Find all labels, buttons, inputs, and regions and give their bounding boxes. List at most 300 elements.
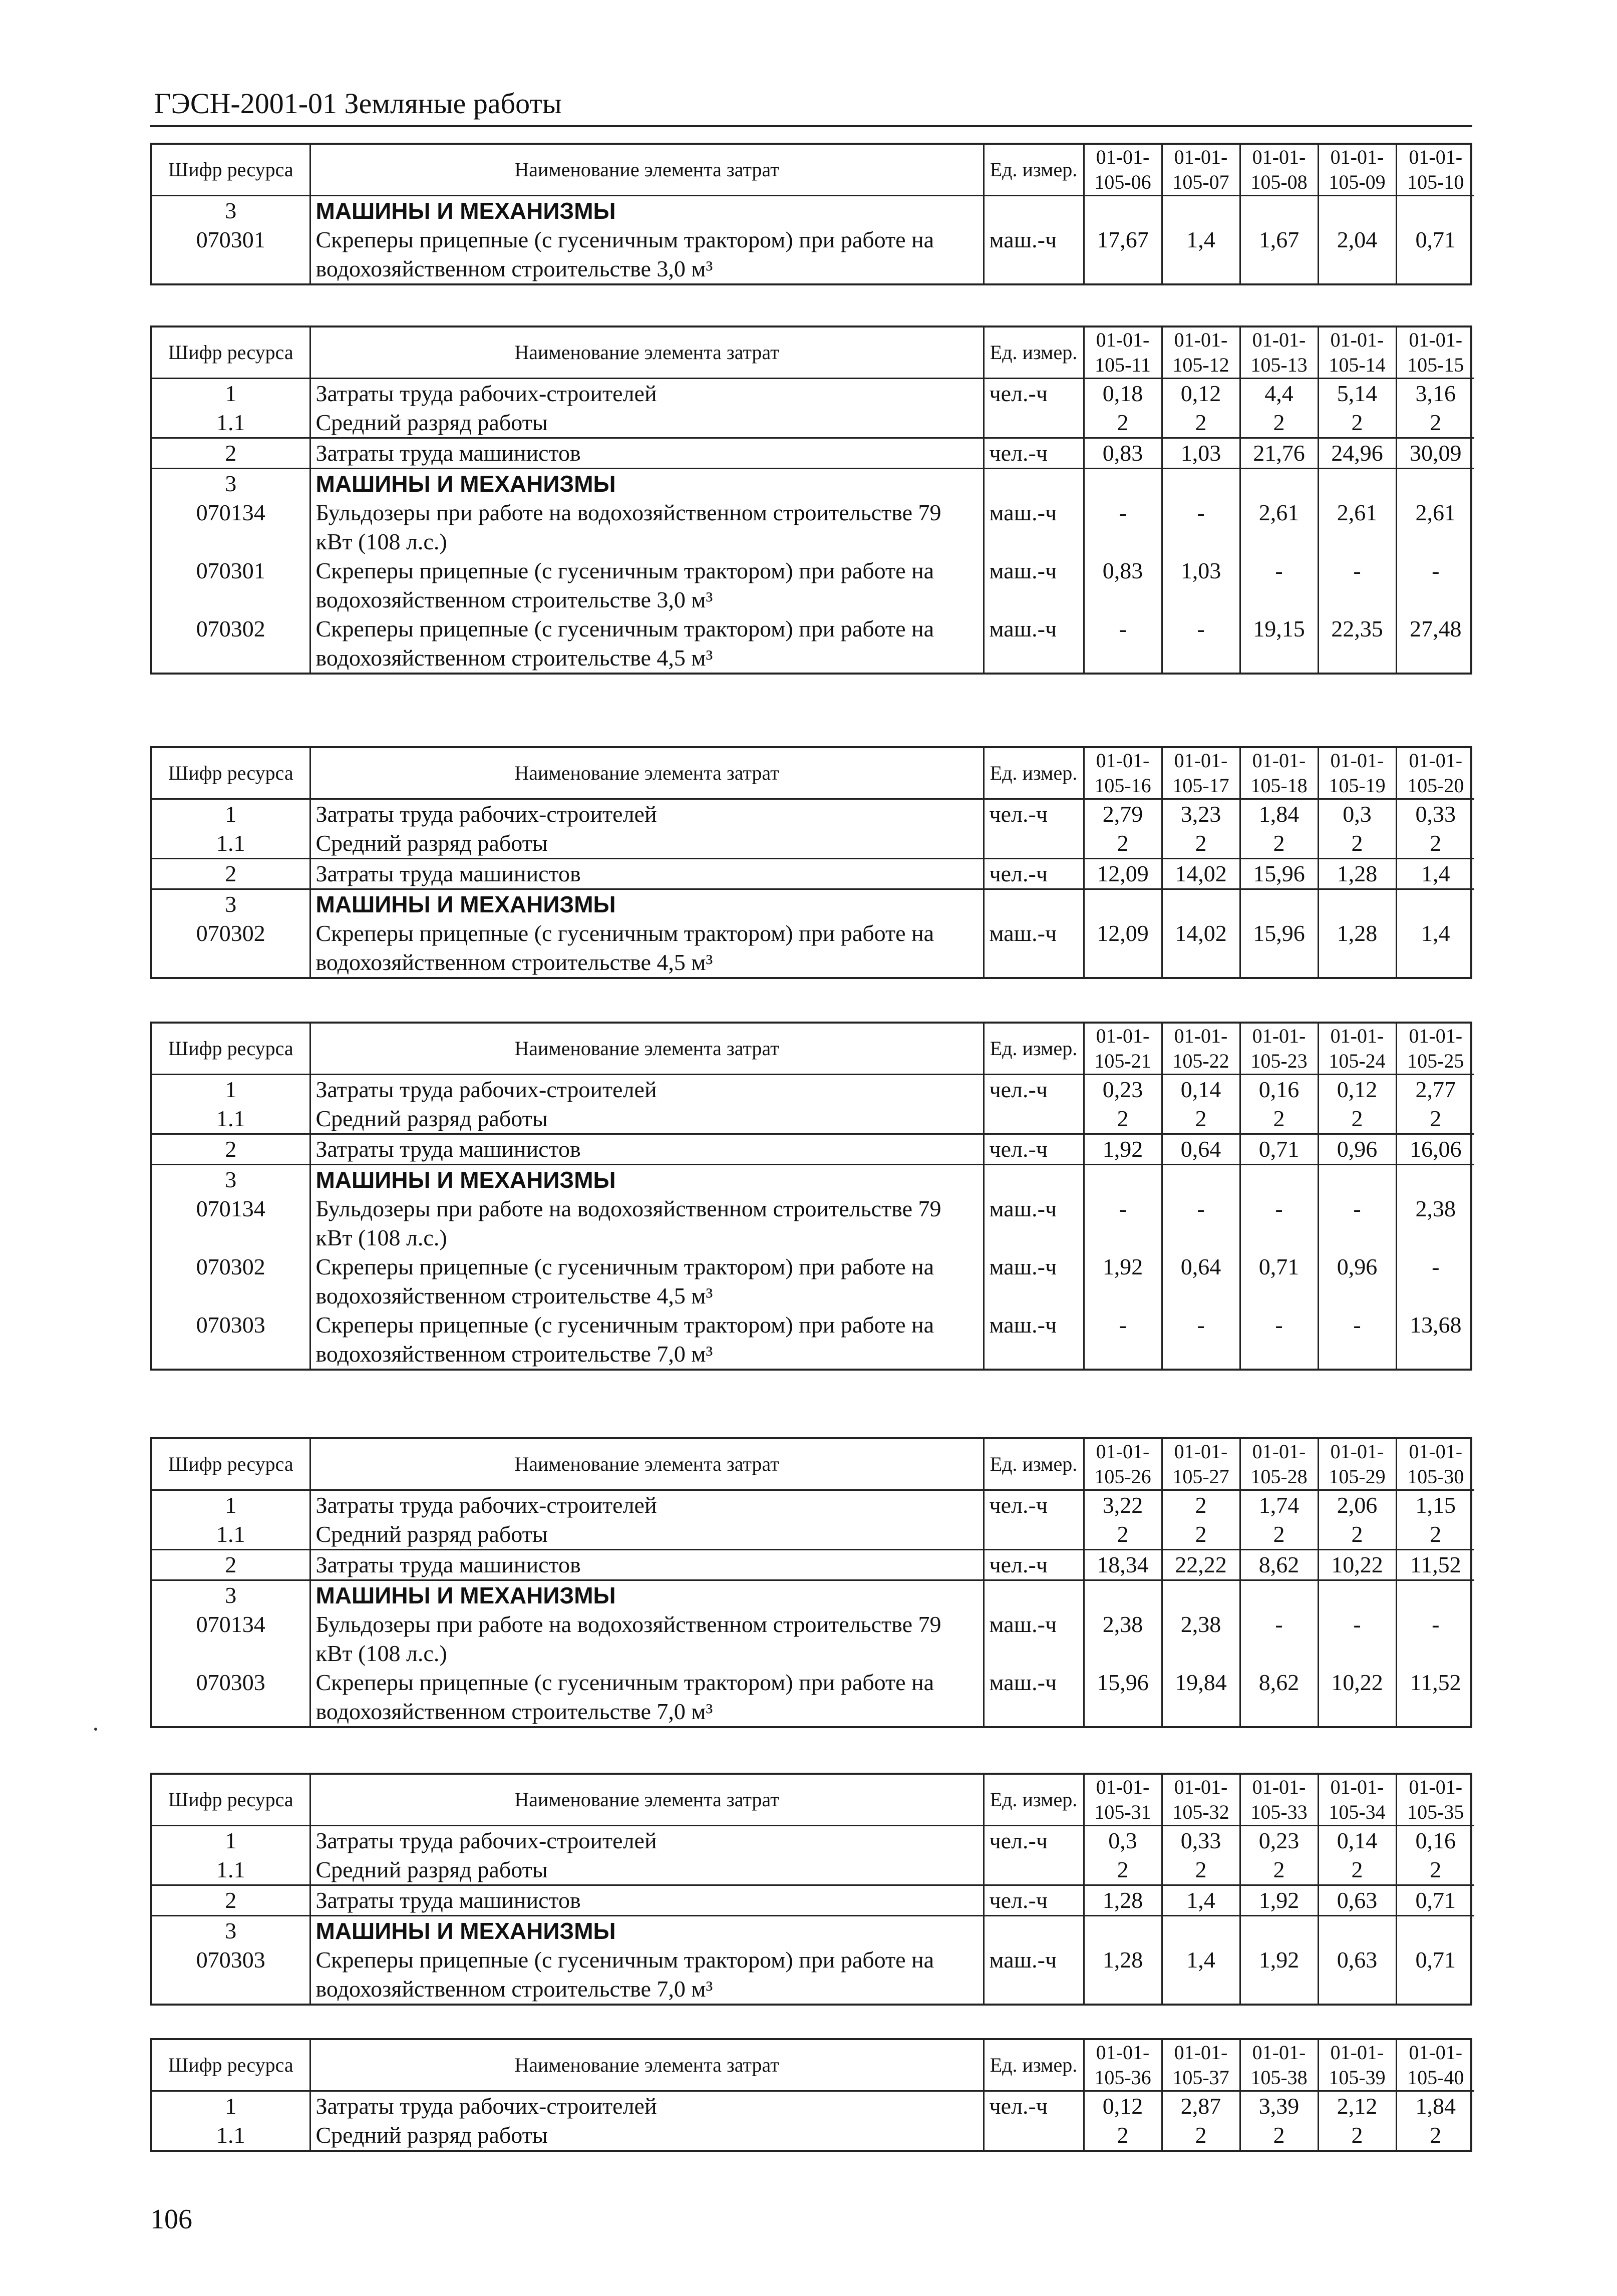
- header-norm-code: 01-01- 105-34: [1318, 1775, 1396, 1826]
- resource-code: 3: [225, 198, 237, 223]
- resource-code: 070302: [196, 1254, 265, 1279]
- cost-value: 2: [1318, 1520, 1396, 1550]
- cost-value: 16,06: [1396, 1134, 1474, 1165]
- cost-value: [1396, 1916, 1474, 1946]
- cost-value: 1,03: [1162, 438, 1240, 469]
- cost-element-name: Затраты труда рабочих-строителей: [310, 1490, 984, 1520]
- cost-value: 2: [1084, 2121, 1162, 2150]
- cost-value: 1,4: [1396, 859, 1474, 889]
- cost-value: [1240, 1165, 1318, 1195]
- cost-value: 1,03: [1162, 556, 1240, 614]
- header-code: Шифр ресурса: [152, 748, 310, 799]
- header-norm-code: 01-01- 105-14: [1318, 327, 1396, 379]
- cost-value: -: [1084, 614, 1162, 673]
- table-header-row: [152, 748, 1474, 799]
- header-unit: Ед. измер.: [984, 1775, 1084, 1826]
- cost-value: 3,22: [1084, 1490, 1162, 1520]
- table-row: [152, 799, 1474, 829]
- cost-value: 2: [1162, 1520, 1240, 1550]
- cost-element-name: Бульдозеры при работе на водохозяйственном строительстве 79 кВт (108 л.с.): [310, 498, 984, 556]
- header-unit: Ед. измер.: [984, 2040, 1084, 2091]
- cost-value: 10,22: [1318, 1668, 1396, 1726]
- header-unit: Ед. измер.: [984, 748, 1084, 799]
- table-row: [152, 498, 1474, 556]
- cost-value: -: [1240, 556, 1318, 614]
- resource-code: 1.1: [152, 1855, 310, 1885]
- cost-value: 2: [1396, 1520, 1474, 1550]
- resource-table-grid: [152, 145, 1474, 283]
- cost-value: 8,62: [1240, 1550, 1318, 1580]
- cost-value: 0,23: [1240, 1826, 1318, 1856]
- header-norm-code: 01-01- 105-11: [1084, 327, 1162, 379]
- table-row: [152, 556, 1474, 614]
- section-row: [152, 469, 1474, 499]
- resource-code: 070303: [196, 1947, 265, 1973]
- cost-value: 15,96: [1084, 1668, 1162, 1726]
- header-norm-code: 01-01- 105-20: [1396, 748, 1474, 799]
- section-title: МАШИНЫ И МЕХАНИЗМЫ: [310, 889, 984, 919]
- unit-of-measure: чел.-ч: [984, 1490, 1084, 1520]
- cost-element-name: Скреперы прицепные (с гусеничным трактором) при работе на водохозяйственном строительстве 3,0 м³: [310, 556, 984, 614]
- cost-value: 30,09: [1396, 438, 1474, 469]
- cost-value: 0,3: [1084, 1826, 1162, 1856]
- unit-of-measure: маш.-ч: [984, 498, 1084, 556]
- cost-value: -: [1318, 1610, 1396, 1668]
- cost-value: [1084, 1165, 1162, 1195]
- cost-value: 2: [1162, 829, 1240, 859]
- cost-value: 2: [1396, 1855, 1474, 1885]
- table-row: [152, 2091, 1474, 2121]
- cost-value: 15,96: [1240, 919, 1318, 977]
- cost-element-name: Средний разряд работы: [310, 1520, 984, 1550]
- cost-value: [1396, 1165, 1474, 1195]
- cost-value: 0,71: [1396, 1885, 1474, 1916]
- cost-value: 2: [1240, 1520, 1318, 1550]
- resource-code: 070303: [196, 1312, 265, 1338]
- cost-element-name: Бульдозеры при работе на водохозяйственном строительстве 79 кВт (108 л.с.): [310, 1610, 984, 1668]
- header-norm-code: 01-01- 105-36: [1084, 2040, 1162, 2091]
- cost-element-name: Затраты труда машинистов: [310, 1885, 984, 1916]
- cost-value: 1,28: [1084, 1945, 1162, 2004]
- cost-element-name: Средний разряд работы: [310, 829, 984, 859]
- header-norm-code: 01-01- 105-19: [1318, 748, 1396, 799]
- section-row: [152, 196, 1474, 226]
- cost-element-name: Скреперы прицепные (с гусеничным трактором) при работе на водохозяйственном строительстве 3,0 м³: [310, 225, 984, 283]
- unit-of-measure: маш.-ч: [984, 225, 1084, 283]
- resource-code: 1: [225, 381, 237, 406]
- cost-element-name: Средний разряд работы: [310, 408, 984, 438]
- cost-value: 2: [1084, 1520, 1162, 1550]
- cost-element-name: Средний разряд работы: [310, 2121, 984, 2150]
- header-code: Шифр ресурса: [152, 1439, 310, 1490]
- cost-value: 14,02: [1162, 919, 1240, 977]
- cost-value: 2,04: [1318, 225, 1396, 283]
- cost-value: [1162, 469, 1240, 499]
- resource-code: 070302: [196, 920, 265, 946]
- cost-value: 1,4: [1396, 919, 1474, 977]
- header-code: Шифр ресурса: [152, 1775, 310, 1826]
- cost-value: [1084, 1916, 1162, 1946]
- cost-value: [1240, 1580, 1318, 1610]
- cost-value: 17,67: [1084, 225, 1162, 283]
- cost-value: 1,28: [1318, 859, 1396, 889]
- unit-of-measure: [984, 1916, 1084, 1946]
- section-row: [152, 1580, 1474, 1610]
- cost-value: 22,22: [1162, 1550, 1240, 1580]
- cost-value: 0,18: [1084, 379, 1162, 409]
- header-norm-code: 01-01- 105-40: [1396, 2040, 1474, 2091]
- header-norm-code: 01-01- 105-29: [1318, 1439, 1396, 1490]
- cost-value: 1,74: [1240, 1490, 1318, 1520]
- cost-value: -: [1084, 1194, 1162, 1252]
- cost-value: 0,63: [1318, 1945, 1396, 2004]
- unit-of-measure: [984, 829, 1084, 859]
- cost-value: 18,34: [1084, 1550, 1162, 1580]
- header-unit: Ед. измер.: [984, 327, 1084, 379]
- header-norm-code: 01-01- 105-21: [1084, 1024, 1162, 1075]
- scan-speck: [94, 1728, 97, 1731]
- resource-code: 1: [225, 801, 237, 827]
- header-norm-code: 01-01- 105-31: [1084, 1775, 1162, 1826]
- cost-value: [1318, 1580, 1396, 1610]
- cost-value: 3,16: [1396, 379, 1474, 409]
- cost-element-name: Средний разряд работы: [310, 1104, 984, 1134]
- cost-value: 2: [1318, 1855, 1396, 1885]
- cost-value: [1318, 1916, 1396, 1946]
- cost-value: 0,14: [1318, 1826, 1396, 1856]
- unit-of-measure: чел.-ч: [984, 1826, 1084, 1856]
- cost-value: 2: [1162, 1490, 1240, 1520]
- table-header-row: [152, 2040, 1474, 2091]
- resource-code: 1.1: [152, 1520, 310, 1550]
- unit-of-measure: чел.-ч: [984, 859, 1084, 889]
- cost-value: 0,63: [1318, 1885, 1396, 1916]
- cost-value: 0,64: [1162, 1252, 1240, 1310]
- cost-value: 5,14: [1318, 379, 1396, 409]
- cost-value: 4,4: [1240, 379, 1318, 409]
- header-norm-code: 01-01- 105-27: [1162, 1439, 1240, 1490]
- resource-table-1: [150, 143, 1472, 285]
- cost-value: 2: [1396, 829, 1474, 859]
- unit-of-measure: маш.-ч: [984, 1668, 1084, 1726]
- resource-code: 1: [225, 1077, 237, 1102]
- cost-value: 10,22: [1318, 1550, 1396, 1580]
- section-title: МАШИНЫ И МЕХАНИЗМЫ: [310, 196, 984, 226]
- cost-value: 13,68: [1396, 1310, 1474, 1369]
- header-norm-code: 01-01- 105-09: [1318, 145, 1396, 196]
- table-row: [152, 829, 1474, 859]
- cost-value: 0,16: [1396, 1826, 1474, 1856]
- header-name: Наименование элемента затрат: [310, 1439, 984, 1490]
- unit-of-measure: [984, 2121, 1084, 2150]
- cost-value: 1,84: [1396, 2091, 1474, 2121]
- unit-of-measure: маш.-ч: [984, 556, 1084, 614]
- cost-value: -: [1084, 498, 1162, 556]
- resource-code: 2: [152, 1550, 310, 1580]
- cost-value: 0,12: [1084, 2091, 1162, 2121]
- cost-value: [1396, 1580, 1474, 1610]
- unit-of-measure: чел.-ч: [984, 379, 1084, 409]
- unit-of-measure: чел.-ч: [984, 1134, 1084, 1165]
- cost-value: 0,83: [1084, 438, 1162, 469]
- cost-element-name: Скреперы прицепные (с гусеничным трактором) при работе на водохозяйственном строительстве 7,0 м³: [310, 1668, 984, 1726]
- header-norm-code: 01-01- 105-18: [1240, 748, 1318, 799]
- cost-value: 0,96: [1318, 1134, 1396, 1165]
- resource-code: 3: [225, 891, 237, 917]
- cost-value: 2: [1396, 408, 1474, 438]
- cost-element-name: Средний разряд работы: [310, 1855, 984, 1885]
- unit-of-measure: маш.-ч: [984, 1610, 1084, 1668]
- cost-value: [1162, 1580, 1240, 1610]
- unit-of-measure: [984, 1520, 1084, 1550]
- table-row: [152, 1134, 1474, 1165]
- table-row: [152, 1520, 1474, 1550]
- resource-table-grid: [152, 1775, 1474, 2004]
- section-row: [152, 1916, 1474, 1946]
- header-code: Шифр ресурса: [152, 1024, 310, 1075]
- unit-of-measure: [984, 889, 1084, 919]
- table-row: [152, 1075, 1474, 1105]
- cost-value: 1,4: [1162, 1945, 1240, 2004]
- page-number: 106: [150, 2204, 192, 2235]
- cost-value: 0,96: [1318, 1252, 1396, 1310]
- unit-of-measure: маш.-ч: [984, 1194, 1084, 1252]
- header-norm-code: 01-01- 105-28: [1240, 1439, 1318, 1490]
- table-header-row: [152, 1775, 1474, 1826]
- cost-element-name: Скреперы прицепные (с гусеничным трактором) при работе на водохозяйственном строительстве 4,5 м³: [310, 1252, 984, 1310]
- cost-value: 0,71: [1240, 1252, 1318, 1310]
- header-unit: Ед. измер.: [984, 145, 1084, 196]
- unit-of-measure: [984, 1580, 1084, 1610]
- cost-value: 2,38: [1396, 1194, 1474, 1252]
- cost-value: -: [1162, 1310, 1240, 1369]
- cost-value: 2: [1162, 408, 1240, 438]
- cost-element-name: Скреперы прицепные (с гусеничным трактором) при работе на водохозяйственном строительстве 7,0 м³: [310, 1945, 984, 2004]
- cost-element-name: Скреперы прицепные (с гусеничным трактором) при работе на водохозяйственном строительстве 4,5 м³: [310, 919, 984, 977]
- header-norm-code: 01-01- 105-12: [1162, 327, 1240, 379]
- table-row: [152, 1194, 1474, 1252]
- cost-element-name: Затраты труда рабочих-строителей: [310, 799, 984, 829]
- cost-value: 2: [1240, 2121, 1318, 2150]
- cost-value: 1,15: [1396, 1490, 1474, 1520]
- resource-code: 1: [225, 1492, 237, 1518]
- cost-value: 0,71: [1396, 225, 1474, 283]
- resource-code: 2: [152, 438, 310, 469]
- cost-value: -: [1084, 1310, 1162, 1369]
- running-header: [150, 80, 1472, 127]
- header-norm-code: 01-01- 105-39: [1318, 2040, 1396, 2091]
- header-norm-code: 01-01- 105-08: [1240, 145, 1318, 196]
- table-row: [152, 1104, 1474, 1134]
- header-name: Наименование элемента затрат: [310, 1775, 984, 1826]
- resource-table-3: [150, 746, 1472, 979]
- resource-code: 070303: [196, 1670, 265, 1695]
- header-norm-code: 01-01- 105-16: [1084, 748, 1162, 799]
- section-title: МАШИНЫ И МЕХАНИЗМЫ: [310, 1916, 984, 1946]
- header-norm-code: 01-01- 105-35: [1396, 1775, 1474, 1826]
- resource-code: 3: [225, 471, 237, 496]
- cost-value: 0,12: [1162, 379, 1240, 409]
- cost-value: [1396, 196, 1474, 226]
- unit-of-measure: маш.-ч: [984, 614, 1084, 673]
- unit-of-measure: маш.-ч: [984, 1945, 1084, 2004]
- cost-value: 19,84: [1162, 1668, 1240, 1726]
- table-header-row: [152, 1024, 1474, 1075]
- table-row: [152, 1945, 1474, 2004]
- resource-table-5: [150, 1437, 1472, 1728]
- cost-value: 1,84: [1240, 799, 1318, 829]
- cost-value: 2: [1240, 829, 1318, 859]
- unit-of-measure: чел.-ч: [984, 438, 1084, 469]
- table-row: [152, 1885, 1474, 1916]
- cost-value: [1396, 469, 1474, 499]
- cost-value: 2,87: [1162, 2091, 1240, 2121]
- cost-element-name: Бульдозеры при работе на водохозяйственном строительстве 79 кВт (108 л.с.): [310, 1194, 984, 1252]
- cost-value: [1084, 1580, 1162, 1610]
- header-norm-code: 01-01- 105-38: [1240, 2040, 1318, 2091]
- resource-table-7: [150, 2038, 1472, 2152]
- table-row: [152, 379, 1474, 409]
- header-norm-code: 01-01- 105-06: [1084, 145, 1162, 196]
- cost-element-name: Затраты труда рабочих-строителей: [310, 1826, 984, 1856]
- resource-table-grid: [152, 327, 1474, 673]
- cost-value: 3,23: [1162, 799, 1240, 829]
- header-norm-code: 01-01- 105-22: [1162, 1024, 1240, 1075]
- cost-value: -: [1240, 1610, 1318, 1668]
- cost-value: -: [1318, 1310, 1396, 1369]
- cost-value: 2,61: [1396, 498, 1474, 556]
- cost-value: 2: [1318, 408, 1396, 438]
- cost-value: -: [1240, 1310, 1318, 1369]
- cost-value: 8,62: [1240, 1668, 1318, 1726]
- resource-code: 070301: [196, 227, 265, 252]
- cost-value: 1,28: [1084, 1885, 1162, 1916]
- table-row: [152, 2121, 1474, 2150]
- table-row: [152, 1252, 1474, 1310]
- cost-value: 0,16: [1240, 1075, 1318, 1105]
- cost-value: 2: [1318, 2121, 1396, 2150]
- resource-code: 3: [225, 1918, 237, 1943]
- cost-value: 2: [1240, 408, 1318, 438]
- cost-value: -: [1318, 1194, 1396, 1252]
- section-row: [152, 889, 1474, 919]
- cost-value: 2: [1084, 408, 1162, 438]
- header-norm-code: 01-01- 105-23: [1240, 1024, 1318, 1075]
- resource-table-6: [150, 1773, 1472, 2006]
- cost-value: 0,71: [1240, 1134, 1318, 1165]
- cost-value: 2,61: [1240, 498, 1318, 556]
- cost-value: [1318, 889, 1396, 919]
- cost-element-name: Затраты труда машинистов: [310, 1550, 984, 1580]
- header-norm-code: 01-01- 105-37: [1162, 2040, 1240, 2091]
- header-name: Наименование элемента затрат: [310, 145, 984, 196]
- cost-value: 2: [1162, 2121, 1240, 2150]
- cost-value: 2: [1084, 1855, 1162, 1885]
- cost-value: [1396, 889, 1474, 919]
- cost-value: 22,35: [1318, 614, 1396, 673]
- resource-code: 1.1: [152, 1104, 310, 1134]
- cost-value: 2: [1396, 1104, 1474, 1134]
- cost-value: 2,38: [1084, 1610, 1162, 1668]
- cost-value: [1162, 1916, 1240, 1946]
- resource-code: 1.1: [152, 408, 310, 438]
- cost-value: [1084, 889, 1162, 919]
- cost-value: -: [1162, 498, 1240, 556]
- header-code: Шифр ресурса: [152, 145, 310, 196]
- cost-value: [1318, 196, 1396, 226]
- cost-element-name: Затраты труда рабочих-строителей: [310, 379, 984, 409]
- table-row: [152, 1490, 1474, 1520]
- unit-of-measure: чел.-ч: [984, 1550, 1084, 1580]
- resource-code: 070302: [196, 616, 265, 641]
- table-row: [152, 614, 1474, 673]
- cost-value: 0,33: [1396, 799, 1474, 829]
- cost-value: 2,06: [1318, 1490, 1396, 1520]
- cost-value: 2: [1240, 1855, 1318, 1885]
- cost-value: 0,3: [1318, 799, 1396, 829]
- unit-of-measure: [984, 408, 1084, 438]
- unit-of-measure: [984, 1165, 1084, 1195]
- cost-value: 11,52: [1396, 1668, 1474, 1726]
- header-norm-code: 01-01- 105-25: [1396, 1024, 1474, 1075]
- table-row: [152, 1610, 1474, 1668]
- cost-value: 2: [1318, 1104, 1396, 1134]
- cost-value: [1240, 469, 1318, 499]
- cost-value: [1240, 1916, 1318, 1946]
- unit-of-measure: маш.-ч: [984, 1310, 1084, 1369]
- cost-value: [1084, 196, 1162, 226]
- unit-of-measure: чел.-ч: [984, 1885, 1084, 1916]
- cost-value: 2,61: [1318, 498, 1396, 556]
- header-unit: Ед. измер.: [984, 1439, 1084, 1490]
- resource-table-2: [150, 325, 1472, 675]
- cost-element-name: Затраты труда машинистов: [310, 438, 984, 469]
- cost-element-name: Скреперы прицепные (с гусеничным трактором) при работе на водохозяйственном строительстве 7,0 м³: [310, 1310, 984, 1369]
- cost-value: -: [1162, 1194, 1240, 1252]
- cost-value: 15,96: [1240, 859, 1318, 889]
- cost-value: 3,39: [1240, 2091, 1318, 2121]
- resource-code: 070134: [196, 1196, 265, 1221]
- resource-code: 1: [225, 1828, 237, 1853]
- header-norm-code: 01-01- 105-13: [1240, 327, 1318, 379]
- unit-of-measure: чел.-ч: [984, 799, 1084, 829]
- section-title: МАШИНЫ И МЕХАНИЗМЫ: [310, 1580, 984, 1610]
- cost-element-name: Затраты труда рабочих-строителей: [310, 2091, 984, 2121]
- section-row: [152, 1165, 1474, 1195]
- cost-value: 27,48: [1396, 614, 1474, 673]
- resource-code: 3: [225, 1582, 237, 1608]
- cost-value: [1318, 469, 1396, 499]
- table-row: [152, 438, 1474, 469]
- header-norm-code: 01-01- 105-24: [1318, 1024, 1396, 1075]
- cost-value: -: [1162, 614, 1240, 673]
- cost-value: -: [1396, 1252, 1474, 1310]
- cost-value: 2,77: [1396, 1075, 1474, 1105]
- table-row: [152, 1310, 1474, 1369]
- cost-value: [1240, 889, 1318, 919]
- cost-value: 1,92: [1084, 1252, 1162, 1310]
- cost-value: 0,14: [1162, 1075, 1240, 1105]
- section-title: МАШИНЫ И МЕХАНИЗМЫ: [310, 469, 984, 499]
- unit-of-measure: [984, 469, 1084, 499]
- resource-code: 3: [225, 1167, 237, 1192]
- cost-element-name: Скреперы прицепные (с гусеничным трактором) при работе на водохозяйственном строительстве 4,5 м³: [310, 614, 984, 673]
- table-row: [152, 859, 1474, 889]
- unit-of-measure: чел.-ч: [984, 2091, 1084, 2121]
- cost-value: 2: [1396, 2121, 1474, 2150]
- cost-value: 0,64: [1162, 1134, 1240, 1165]
- resource-code: 2: [152, 1134, 310, 1165]
